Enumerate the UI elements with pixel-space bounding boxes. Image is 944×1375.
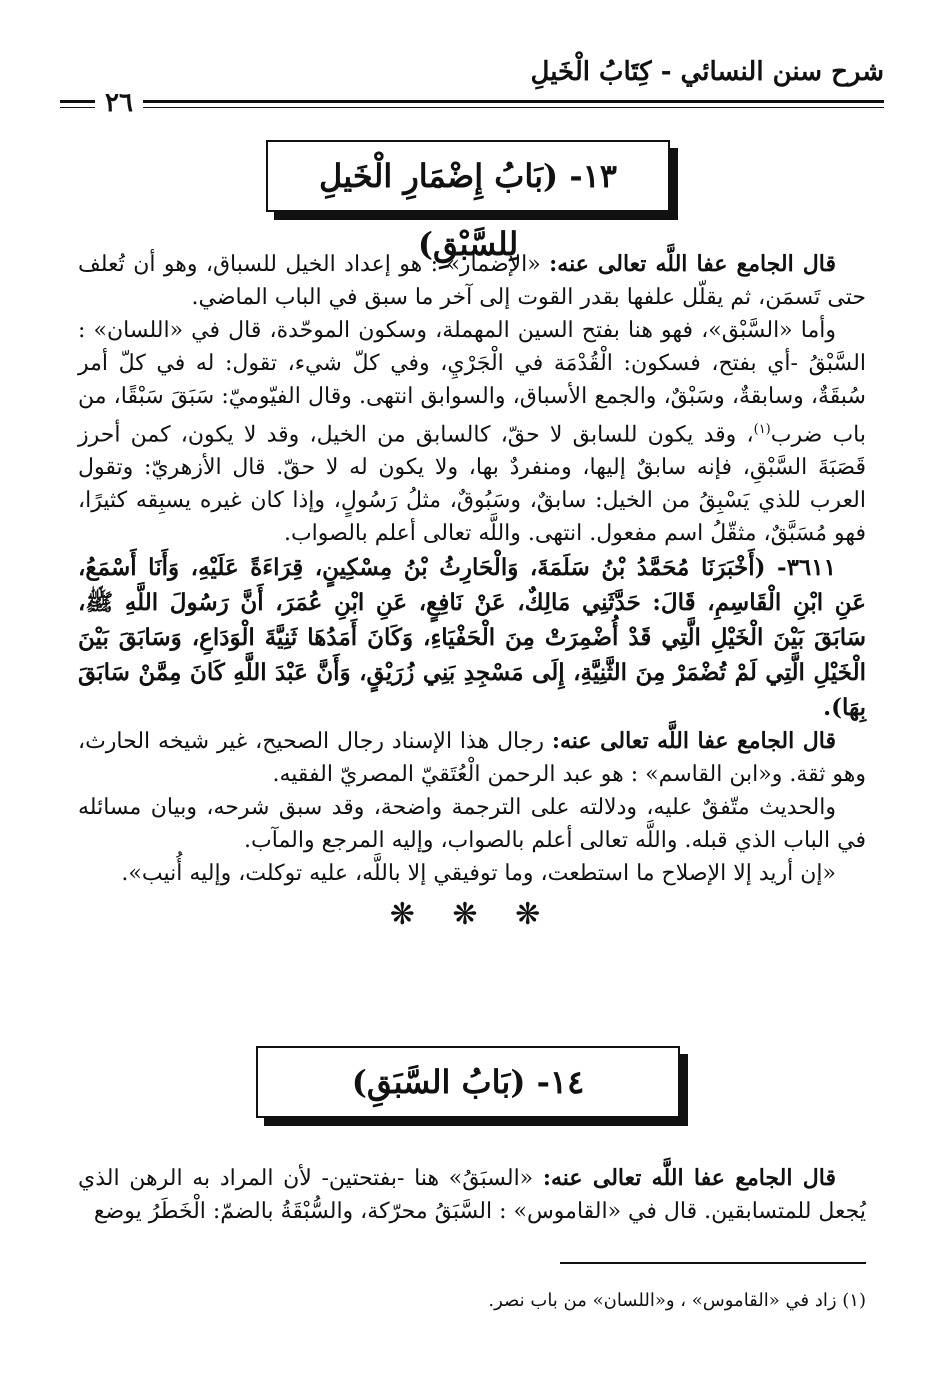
paragraph [78, 725, 866, 791]
paragraph-text: ، وقد يكون للسابق لا حقّ، كالسابق من الخيل، وقد لا يكون، كمن أحرز قَصَبَةَ السَّبْقِ، فإنه سابقٌ إليها، ومنفردٌ بها، ولا يكون له لا حقّ. قال الأزهريّ: وتقول العرب للذي يَسْبِقُ من الخيل: سابقٌ، وسَبُوقٌ، مثلُ رَسُولٍ، وإذا كان غيره يسبِقه كثيرًا، فهو مُسَبَّقٌ، مثقّلُ اسم مفعول. انتهى. واللَّه تعالى أعلم بالصواب. [78, 422, 866, 547]
author-label: قال الجامع عفا اللَّه تعالى عنه: [549, 251, 836, 277]
footnote-rule [560, 1262, 866, 1264]
paragraph [78, 1162, 866, 1228]
author-label: قال الجامع عفا اللَّه تعالى عنه: [542, 1165, 836, 1191]
paragraph-text: «الإضمار» : هو إعداد الخيل للسباق، وهو أن تُعلف حتى تَسمَن، ثم يقلّل علفها بقدر القوت إلى آخر ما سبق في الباب الماضي. [78, 252, 866, 310]
paragraph-text: رجال هذا الإسناد رجال الصحيح، غير شيخه الحارث، وهو ثقة. و«ابن القاسم» : هو عبد الرحمن الْعُتَقيّ المصريّ الفقيه. [78, 729, 866, 788]
section-separator: ❋ ❋ ❋ [389, 897, 555, 933]
footnote: (١) زاد في «القاموس» ، و«اللسان» من باب نصر. [488, 1290, 866, 1311]
paragraph: «إن أريد إلا الإصلاح ما استطعت، وما توفيقي إلا باللَّه، عليه توكلت، وإليه أُنيب». [121, 861, 836, 887]
paragraph: والحديث متّفقٌ عليه، ودلالته على الترجمة واضحة، وقد سبق شرحه، وبيان مسائله في الباب الذي قبله. واللَّه تعالى أعلم بالصواب، وإليه المرجع والمآب. [78, 795, 866, 854]
paragraph [78, 248, 866, 314]
running-title: شرح سنن النسائي - كِتَابُ الْخَيلِ [530, 57, 884, 87]
chapter-13-heading-box [266, 140, 670, 263]
chapter-13-heading: ١٣- (بَابُ إِضْمَارِ الْخَيلِ لِلسَّبْقِ) [319, 157, 617, 263]
footnote-ref: (١) [753, 422, 771, 437]
chapter-14-body [78, 1162, 866, 1228]
paragraph [78, 314, 866, 550]
running-header [60, 52, 884, 112]
chapter-14-heading: ١٤- (بَابُ السَّبَقِ) [351, 1063, 585, 1101]
page-number: ٢٦ [95, 88, 143, 118]
header-rule [60, 100, 884, 103]
chapter-13-body [78, 248, 866, 939]
paragraph-text: وأما «السَّبْق»، فهو هنا بفتح السين المهملة، وسكون الموحّدة، قال في «اللسان» : السَّبْقُ -أي بفتح، فسكون: الْقُدْمَة في الْجَرْيِ، وفي كلّ شيء، تقول: له في كلّ أمر سُبقَةٌ، وسابقةٌ، وسَبْقٌ، والجمع الأسباق، والسوابق انتهى. وقال الفيّوميّ: سَبَقَ سَبْقًا، من باب ضرب [78, 318, 867, 448]
chapter-14-heading-box [256, 1046, 680, 1118]
hadith-text: ٣٦١١- (أَخْبَرَنَا مُحَمَّدُ بْنُ سَلَمَةَ، وَالْحَارِثُ بْنُ مِسْكِينٍ، قِرَاءَةً عَلَيْهِ، وَأَنَا أَسْمَعُ، عَنِ ابْنِ الْقَاسِمِ، قَالَ: حَدَّثَنِي مَالِكٌ، عَنْ نَافِعٍ، عَنِ ابْنِ عُمَرَ، أَنَّ رَسُولَ اللَّهِ ﷺ، سَابَقَ بَيْنَ الْخَيْلِ الَّتِي قَدْ أُضْمِرَتْ مِنَ الْحَفْيَاءِ، وَكَانَ أَمَدُهَا ثَنِيَّةَ الْوَدَاعِ، وَسَابَقَ بَيْنَ الْخَيْلِ الَّتِي لَمْ تُضْمَرْ مِنَ الثَّنِيَّةِ، إِلَى مَسْجِدِ بَنِي زُرَيْقٍ، وَأَنَّ عَبْدَ اللَّهِ كَانَ مِمَّنْ سَابَقَ بِهَا). [78, 554, 866, 722]
author-label: قال الجامع عفا اللَّه تعالى عنه: [551, 728, 836, 755]
header-rule-thin [60, 107, 884, 108]
paragraph-text: «السبَقُ» هنا -بفتحتين- لأن المراد به الرهن الذي يُجعل للمتسابقين. قال في «القاموس» : السَّبَقُ محرّكة، والسُّبْقَةُ بالضمّ: الْخَطَرُ يوضع [78, 1166, 866, 1224]
